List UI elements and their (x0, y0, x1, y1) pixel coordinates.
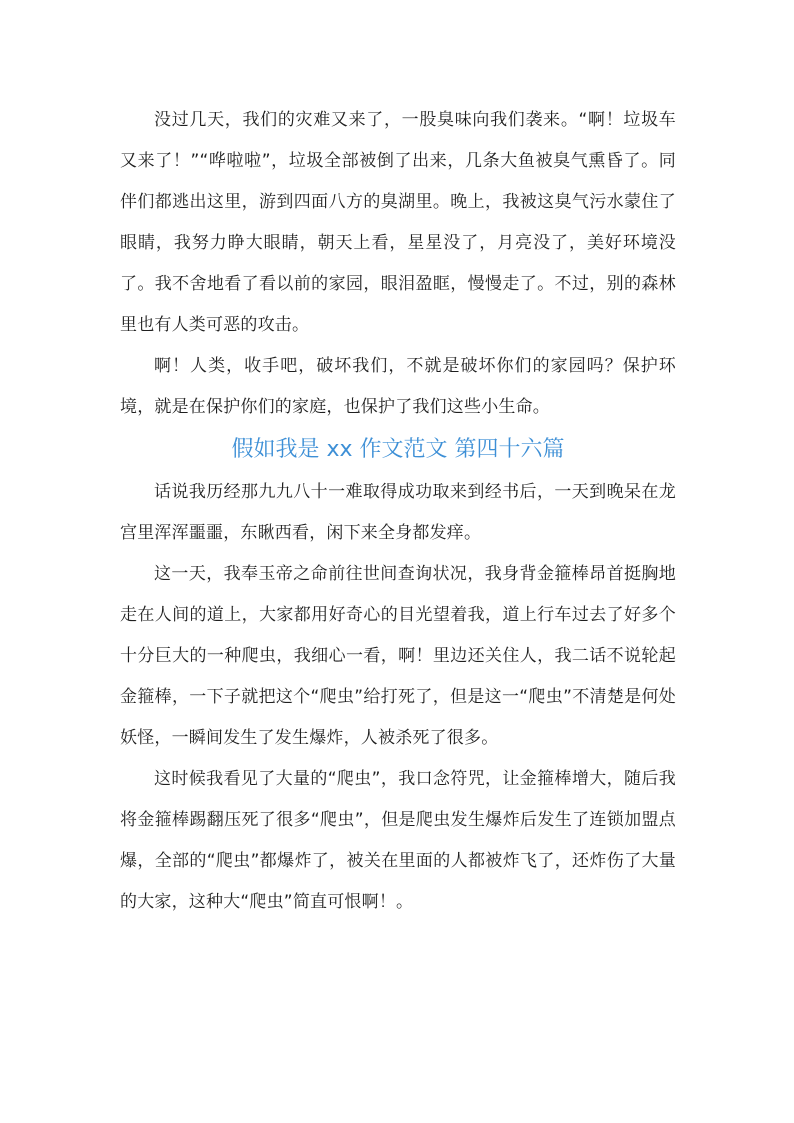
section-title: 假如我是 xx 作文范文 第四十六篇 (231, 437, 565, 462)
paragraph: 话说我历经那九九八十一难取得成功取来到经书后，一天到晚呆在龙宫里浑浑噩噩，东瞅西看，闲下来全身都发痒。 (120, 482, 676, 543)
paragraph: 啊！人类，收手吧，破坏我们，不就是破坏你们的家园吗？保护环境，就是在保护你们的家庭，也保护了我们这些小生命。 (120, 356, 676, 417)
paragraph: 这一天，我奉玉帝之命前往世间查询状况，我身背金箍棒昂首挺胸地走在人间的道上，大家都用好奇心的目光望着我，道上行车过去了好多个十分巨大的一种爬虫，我细心一看，啊！里边还关住人，我二话不说轮起金箍棒，一下子就把这个“爬虫”给打死了，但是这一“爬虫”不清楚是何处妖怪，一瞬间发生了发生爆炸，人被杀死了很多。 (120, 564, 676, 748)
paragraph: 这时候我看见了大量的“爬虫”，我口念符咒，让金箍棒增大，随后我将金箍棒踢翻压死了很多“爬虫”，但是爬虫发生爆炸后发生了连锁加盟点爆，全部的“爬虫”都爆炸了，被关在里面的人都被炸飞了，还炸伤了大量的大家，这种大“爬虫”简直可恨啊！。 (120, 769, 676, 912)
paragraph: 没过几天，我们的灾难又来了，一股臭味向我们袭来。“啊！垃圾车又来了！”“哗啦啦”，垃圾全部被倒了出来，几条大鱼被臭气熏昏了。同伴们都逃出这里，游到四面八方的臭湖里。晚上，我被这臭气污水蒙住了眼睛，我努力睁大眼睛，朝天上看，星星没了，月亮没了，美好环境没了。我不舍地看了看以前的家园，眼泪盈眶，慢慢走了。不过，别的森林里也有人类可恶的攻击。 (120, 110, 676, 335)
document-body (120, 100, 676, 923)
